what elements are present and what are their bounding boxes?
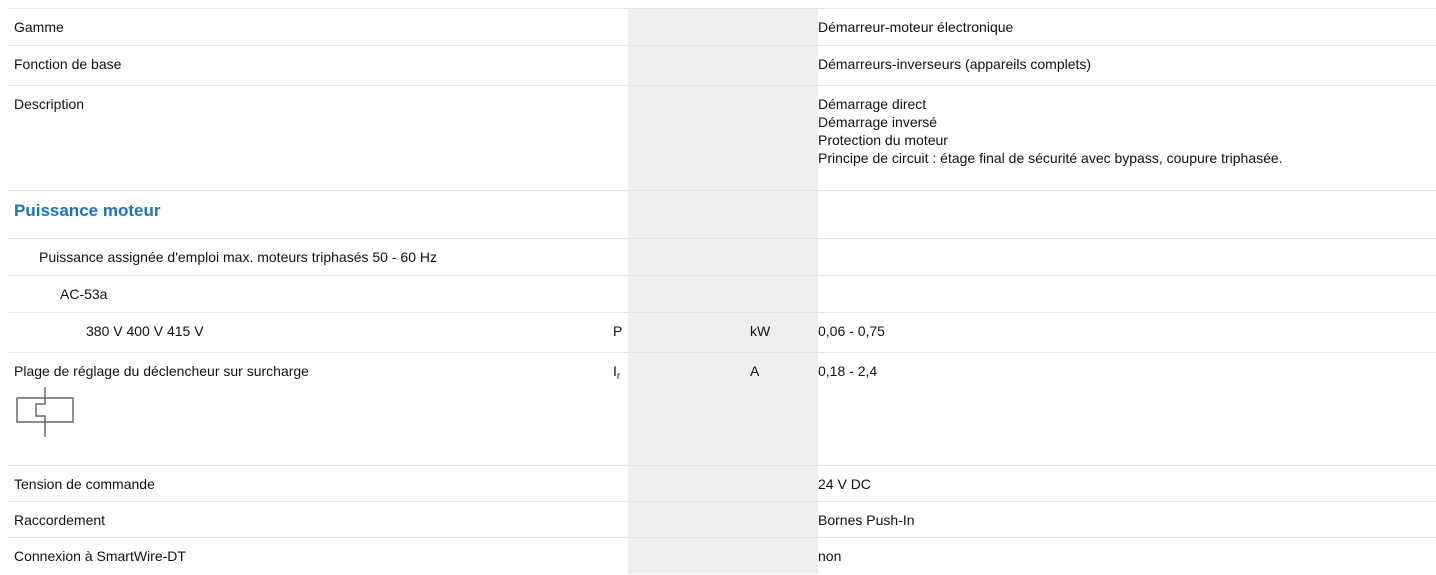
- row-label: Puissance assignée d'emploi max. moteurs triphasés 50 - 60 Hz: [39, 249, 437, 265]
- row-value: non: [818, 548, 842, 564]
- row-label: AC-53a: [60, 286, 108, 302]
- row-value: 24 V DC: [818, 476, 871, 492]
- row-value: Démarreurs-inverseurs (appareils complets): [818, 56, 1092, 72]
- row-label: Tension de commande: [14, 476, 155, 492]
- description-line: Démarrage inversé: [818, 114, 938, 130]
- description-line: Protection du moteur: [818, 132, 948, 148]
- row-value: Bornes Push-In: [818, 512, 915, 528]
- row-unit: kW: [750, 323, 771, 339]
- row-label: Description: [14, 96, 85, 112]
- row-label: Gamme: [14, 19, 64, 35]
- table-row-puissance: [8, 238, 1436, 276]
- table-row-tension-commande: [8, 465, 1436, 502]
- table-row-description: [8, 85, 1436, 191]
- description-line: Principe de circuit : étage final de sécurité avec bypass, coupure triphasée.: [818, 150, 1283, 166]
- row-label: Fonction de base: [14, 56, 122, 72]
- overload-relay-symbol-icon: [14, 385, 78, 439]
- row-unit: A: [750, 363, 760, 379]
- description-lines: [818, 95, 1283, 167]
- symbol-subscript: r: [616, 371, 621, 382]
- table-row-smartwire: [8, 537, 1436, 575]
- table-row-ac53a: [8, 275, 1436, 313]
- symbol-main: I: [613, 363, 617, 379]
- row-label: Plage de réglage du déclencheur sur surcharge: [14, 363, 309, 379]
- row-symbol: P: [613, 323, 623, 339]
- table-row-gamme: [8, 8, 1436, 46]
- description-line: Démarrage direct: [818, 96, 927, 112]
- table-row-tension-power: [8, 312, 1436, 353]
- row-value: 0,18 - 2,4: [818, 363, 878, 379]
- row-value: Démarreur-moteur électronique: [818, 19, 1014, 35]
- row-value: 0,06 - 0,75: [818, 323, 885, 339]
- row-symbol: [613, 362, 620, 386]
- row-label: Raccordement: [14, 512, 106, 528]
- section-header-row: [8, 190, 1436, 239]
- row-label: Connexion à SmartWire-DT: [14, 548, 186, 564]
- table-row-raccordement: [8, 501, 1436, 538]
- table-row-fonction: [8, 45, 1436, 86]
- table-row-plage: [8, 352, 1436, 466]
- section-title: Puissance moteur: [14, 201, 161, 220]
- row-label: 380 V 400 V 415 V: [86, 323, 204, 339]
